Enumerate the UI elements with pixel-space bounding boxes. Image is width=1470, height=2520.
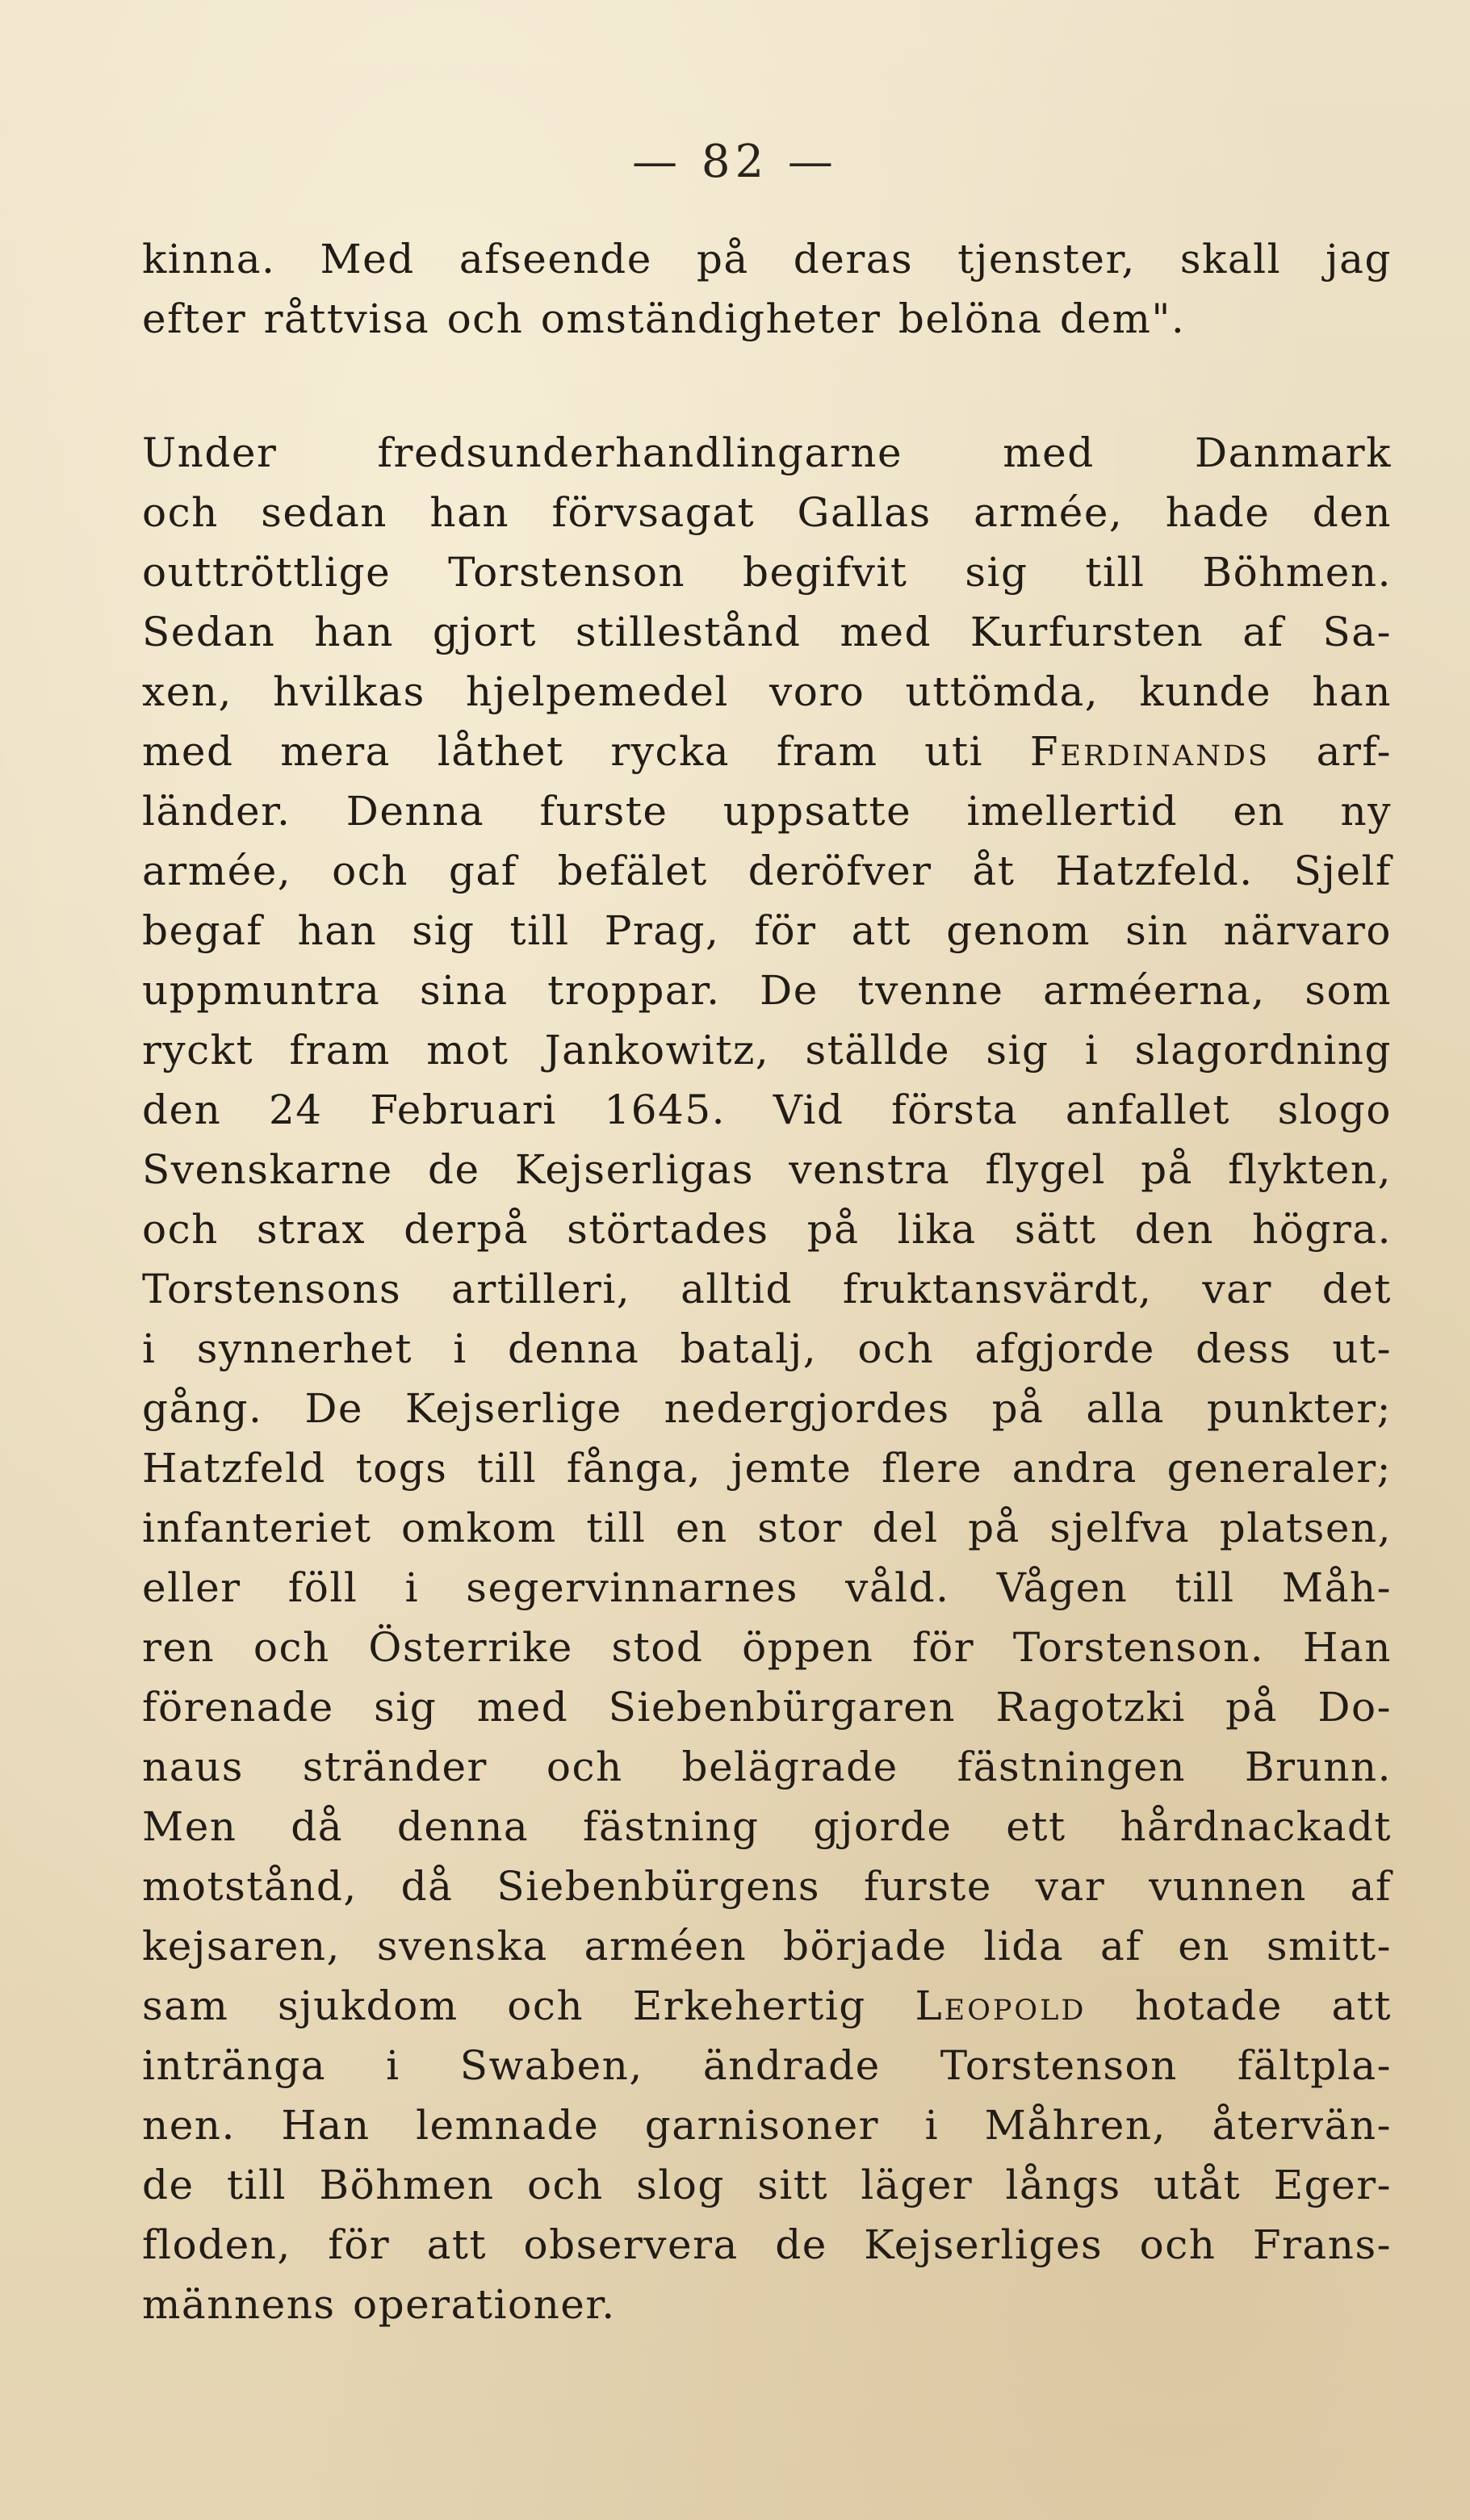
text-body: [142, 229, 1392, 2334]
text-line: männens operationer.: [142, 2281, 616, 2328]
text-line: [142, 722, 1392, 781]
text-line: ren och Österrike stod öppen för Torstenson. Han: [142, 1624, 1392, 1671]
text-line: floden, för att observera de Kejserliges och Frans-: [142, 2221, 1392, 2268]
page-number: — 82 —: [632, 136, 838, 188]
text-line: Sedan han gjort stillestånd med Kurfursten af Sa-: [142, 609, 1392, 655]
text-line: uppmuntra sina troppar. De tvenne arméerna, som: [142, 967, 1392, 1014]
text-line: ryckt fram mot Jankowitz, ställde sig i slagordning: [142, 1027, 1392, 1074]
text-line: armée, och gaf befälet deröfver åt Hatzfeld. Sjelf: [142, 848, 1392, 894]
text-line: Under fredsunderhandlingarne med Danmark: [142, 429, 1392, 476]
paragraph-1: [142, 229, 1392, 349]
text-line: länder. Denna furste uppsatte imellertid en ny: [142, 788, 1392, 835]
text-line: i synnerhet i denna batalj, och afgjorde dess ut-: [142, 1325, 1392, 1372]
text-line: Torstensons artilleri, alltid fruktansvärdt, var det: [142, 1266, 1392, 1312]
text-line: Svenskarne de Kejserligas venstra flygel på flykten,: [142, 1146, 1392, 1193]
text-line: motstånd, då Siebenbürgens furste var vunnen af: [142, 1863, 1392, 1910]
small-caps-name: Ferdinands: [1029, 728, 1270, 775]
line-segment: med mera låthet rycka fram uti: [142, 728, 1030, 775]
text-line: nen. Han lemnade garnisoner i Måhren, återvän-: [142, 2102, 1392, 2149]
text-line: [142, 1976, 1392, 2036]
line-segment: arf-: [1269, 728, 1392, 775]
text-line: gång. De Kejserlige nedergjordes på alla punkter;: [142, 1385, 1392, 1432]
text-line: den 24 Februari 1645. Vid första anfallet slogo: [142, 1086, 1392, 1133]
text-line: kejsaren, svenska arméen började lida af en smitt-: [142, 1923, 1392, 1970]
text-line: förenade sig med Siebenbürgaren Ragotzki på Do-: [142, 1684, 1392, 1731]
text-line: kinna. Med afseende på deras tjenster, skall jag: [142, 236, 1392, 283]
text-line: begaf han sig till Prag, för att genom sin närvaro: [142, 907, 1392, 954]
text-line: Men då denna fästning gjorde ett hårdnackadt: [142, 1803, 1392, 1850]
text-line: naus stränder och belägrade fästningen Brunn.: [142, 1743, 1392, 1790]
paragraph-gap: [142, 349, 1392, 423]
line-segment: hotade att: [1086, 1982, 1392, 2029]
small-caps-name: Leopold: [915, 1982, 1087, 2029]
text-line: infanteriet omkom till en stor del på sjelfva platsen,: [142, 1505, 1392, 1551]
paragraph-2: [142, 423, 1392, 2334]
text-line: inträngа i Swaben, ändrade Torstenson fältpla-: [142, 2042, 1392, 2089]
line-segment: sam sjukdom och Erkehertig: [142, 1982, 915, 2029]
text-line: de till Böhmen och slog sitt läger långs utåt Eger-: [142, 2162, 1392, 2208]
text-line: efter råttvisa och omständigheter belöna dem".: [142, 295, 1186, 342]
text-line: xen, hvilkas hjelpemedel voro uttömda, kunde han: [142, 668, 1392, 715]
text-line: Hatzfeld togs till fånga, jemte flere andra generaler;: [142, 1445, 1392, 1492]
text-line: eller föll i segervinnarnes våld. Vågen till Måh-: [142, 1564, 1392, 1611]
text-line: och strax derpå störtades på lika sätt den högra.: [142, 1206, 1392, 1253]
text-line: och sedan han förvsagat Gallas armée, hade den: [142, 489, 1392, 536]
text-line: outtröttlige Torstenson begifvit sig till Böhmen.: [142, 549, 1392, 596]
